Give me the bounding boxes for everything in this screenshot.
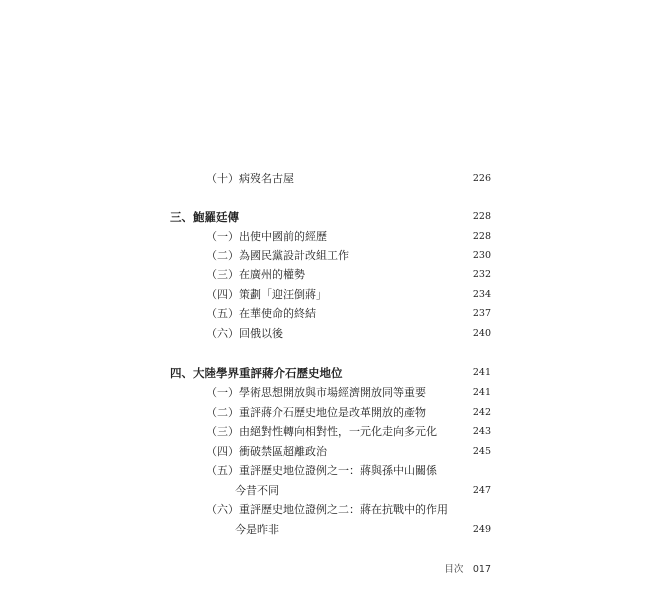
toc-entry-title: （六）重評歷史地位證例之二：蔣在抗戰中的作用 [206, 503, 448, 516]
toc-entry-page: 245 [472, 446, 491, 457]
toc-entry [170, 325, 491, 343]
toc-entry-title: （四）衝破禁區超離政治 [206, 445, 327, 458]
toc-entry-page: 242 [472, 407, 491, 418]
toc-entry [170, 305, 491, 323]
toc-section-heading [170, 364, 491, 382]
toc-entry-page: 247 [472, 485, 491, 496]
toc-entry-page: 234 [472, 289, 491, 300]
toc-entry-page: 230 [472, 250, 491, 261]
toc-entry-title: （一）出使中國前的經歷 [206, 230, 327, 243]
toc-entry-title: （六）回俄以後 [206, 327, 283, 340]
toc-entry [170, 266, 491, 284]
page-footer: 目次 017 [444, 564, 491, 575]
toc-entry-title: （五）重評歷史地位證例之一：蔣與孫中山關係 [206, 464, 437, 477]
toc-entry-title: （三）由絕對性轉向相對性，一元化走向多元化 [206, 425, 437, 438]
toc-section-heading [170, 208, 491, 226]
toc-entry-page: 228 [472, 231, 491, 242]
toc-entry [170, 423, 491, 441]
toc-entry-title: （四）策劃「迎汪倒蔣」 [206, 288, 327, 301]
toc-entry-title: （二）重評蔣介石歷史地位是改革開放的產物 [206, 406, 426, 419]
toc-entry-page: 243 [472, 426, 491, 437]
toc-section-title: 四、大陸學界重評蔣介石歷史地位 [170, 366, 343, 380]
toc-entry-title: （二）為國民黨設計改組工作 [206, 249, 349, 262]
toc-entry-title: （三）在廣州的權勢 [206, 268, 305, 281]
toc-entry-page: 232 [472, 269, 491, 280]
toc-entry-page: 241 [472, 387, 491, 398]
toc-entry-page: 237 [472, 308, 491, 319]
toc-entry [170, 501, 491, 519]
toc-entry [170, 286, 491, 304]
toc-entry-page: 226 [472, 173, 491, 184]
toc-entry-continuation [170, 482, 491, 500]
toc-entry [170, 384, 491, 402]
toc-section-title: 三、鮑羅廷傳 [170, 210, 239, 224]
toc-entry-page: 228 [472, 211, 491, 222]
toc-entry [170, 404, 491, 422]
toc-entry-title: 今昔不同 [235, 484, 279, 497]
toc-entry [170, 247, 491, 265]
toc-entry [170, 462, 491, 480]
toc-entry-page: 249 [472, 524, 491, 535]
toc-entry-title: （一）學術思想開放與市場經濟開放同等重要 [206, 386, 426, 399]
toc-entry-page: 240 [472, 328, 491, 339]
toc-entry-page: 241 [472, 367, 491, 378]
toc-entry-title: 今是昨非 [235, 523, 279, 536]
toc-entry-title: （五）在華使命的終結 [206, 307, 316, 320]
toc-entry-title: （十）病歿名古屋 [206, 172, 294, 185]
toc-entry [170, 228, 491, 246]
toc-entry-continuation [170, 521, 491, 539]
toc-entry [170, 170, 491, 188]
toc-entry [170, 443, 491, 461]
